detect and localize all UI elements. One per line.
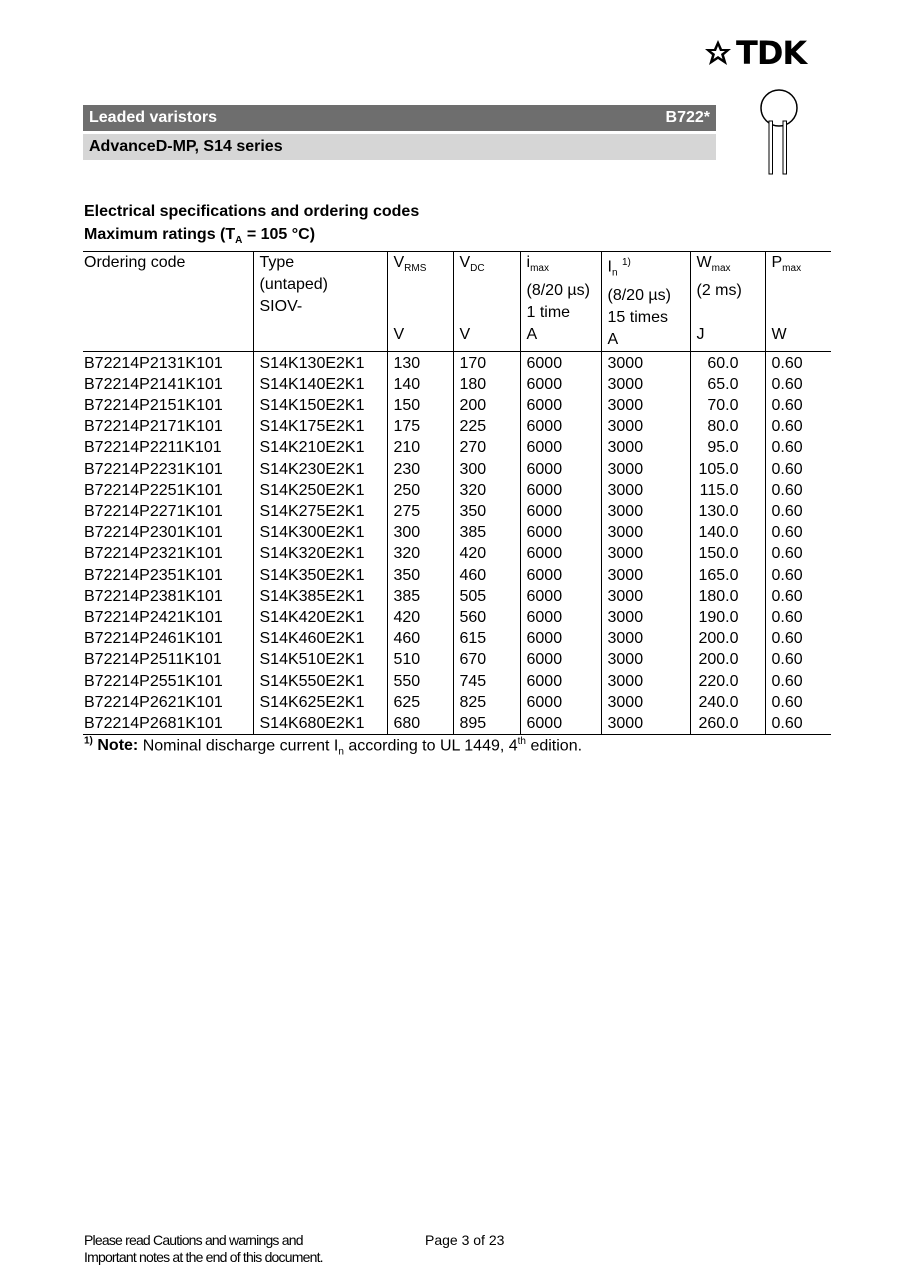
series-title: AdvanceD-MP, S14 series xyxy=(89,138,283,155)
table-row xyxy=(83,374,831,395)
table-cell: 165.0 xyxy=(690,565,765,586)
table-cell: B72214P2271K101 xyxy=(84,502,223,520)
table-cell: 0.60 xyxy=(765,649,831,670)
table-cell: 510 xyxy=(387,649,453,670)
table-cell: S14K300E2K1 xyxy=(253,522,387,543)
table-row xyxy=(83,395,831,416)
table-cell: 260.0 xyxy=(690,713,765,735)
table-cell: S14K460E2K1 xyxy=(253,628,387,649)
brand-name: TDK xyxy=(736,34,807,72)
table-cell: 150 xyxy=(387,395,453,416)
table-cell: 0.60 xyxy=(765,586,831,607)
table-row xyxy=(83,671,831,692)
table-cell: S14K680E2K1 xyxy=(253,713,387,735)
table-cell: 6000 xyxy=(520,543,601,564)
table-cell: S14K175E2K1 xyxy=(253,416,387,437)
table-cell: 460 xyxy=(453,565,520,586)
table-row xyxy=(83,543,831,564)
part-family: B722* xyxy=(665,109,710,126)
table-cell: 200.0 xyxy=(690,649,765,670)
table-cell: 0.60 xyxy=(765,692,831,713)
table-cell: 6000 xyxy=(520,607,601,628)
table-cell: B72214P2421K101 xyxy=(84,608,223,626)
table-cell: 0.60 xyxy=(765,501,831,522)
table-cell: 200 xyxy=(453,395,520,416)
table-cell: 3000 xyxy=(601,543,690,564)
table-cell: 95.0 xyxy=(690,437,765,458)
table-cell: 3000 xyxy=(601,692,690,713)
table-cell: 140.0 xyxy=(690,522,765,543)
table-cell: B72214P2251K101 xyxy=(84,481,223,499)
table-cell: 6000 xyxy=(520,565,601,586)
table-cell: 130.0 xyxy=(690,501,765,522)
table-cell: 3000 xyxy=(601,501,690,522)
table-cell: 6000 xyxy=(520,395,601,416)
table-cell: S14K250E2K1 xyxy=(253,480,387,501)
table-cell: S14K275E2K1 xyxy=(253,501,387,522)
table-cell: S14K625E2K1 xyxy=(253,692,387,713)
table-cell: S14K320E2K1 xyxy=(253,543,387,564)
table-cell: S14K550E2K1 xyxy=(253,671,387,692)
table-cell: 115.0 xyxy=(690,480,765,501)
table-cell: 105.0 xyxy=(690,459,765,480)
tdk-star-icon xyxy=(704,39,732,67)
table-cell: B72214P2511K101 xyxy=(84,651,222,669)
table-cell: 300 xyxy=(387,522,453,543)
table-cell: 0.60 xyxy=(765,628,831,649)
table-cell: 3000 xyxy=(601,649,690,670)
table-cell: 300 xyxy=(453,459,520,480)
section-title: Leaded varistors xyxy=(89,109,218,126)
table-cell: 0.60 xyxy=(765,437,831,458)
table-cell: 60.0 xyxy=(690,351,765,374)
table-cell: 420 xyxy=(453,543,520,564)
table-cell: 275 xyxy=(387,501,453,522)
table-cell: 220.0 xyxy=(690,671,765,692)
table-cell: 615 xyxy=(453,628,520,649)
table-cell: 625 xyxy=(387,692,453,713)
table-cell: 3000 xyxy=(601,351,690,374)
table-cell: B72214P2381K101 xyxy=(84,587,223,605)
table-cell: 0.60 xyxy=(765,459,831,480)
table-cell: 6000 xyxy=(520,351,601,374)
table-cell: 0.60 xyxy=(765,671,831,692)
column-header: Ordering code xyxy=(83,252,253,352)
table-cell: 6000 xyxy=(520,522,601,543)
table-cell: B72214P2551K101 xyxy=(84,672,223,690)
table-cell: 6000 xyxy=(520,692,601,713)
table-cell: 3000 xyxy=(601,480,690,501)
table-cell: 505 xyxy=(453,586,520,607)
table-row xyxy=(83,480,831,501)
table-cell: 6000 xyxy=(520,649,601,670)
table-cell: 3000 xyxy=(601,607,690,628)
table-cell: 225 xyxy=(453,416,520,437)
table-row xyxy=(83,522,831,543)
table-row xyxy=(83,586,831,607)
table-cell: 6000 xyxy=(520,671,601,692)
table-cell: 70.0 xyxy=(690,395,765,416)
table-cell: 3000 xyxy=(601,713,690,735)
table-cell: 460 xyxy=(387,628,453,649)
table-cell: 3000 xyxy=(601,416,690,437)
table-cell: 825 xyxy=(453,692,520,713)
table-cell: 3000 xyxy=(601,437,690,458)
table-cell: 6000 xyxy=(520,416,601,437)
table-cell: 3000 xyxy=(601,395,690,416)
heading-line-1: Electrical specifications and ordering codes xyxy=(84,203,420,220)
table-cell: 6000 xyxy=(520,459,601,480)
table-cell: 6000 xyxy=(520,586,601,607)
column-header: $W_{max}$ (2 ms) J xyxy=(690,252,765,352)
table-cell: B72214P2171K101 xyxy=(84,418,223,436)
footer-disclaimer: Please read Cautions and warnings and Important notes at the end of this document. xyxy=(84,1232,323,1265)
table-cell: 0.60 xyxy=(765,351,831,374)
table-cell: B72214P2211K101 xyxy=(84,439,222,457)
table-cell: 350 xyxy=(453,501,520,522)
table-cell: S14K350E2K1 xyxy=(253,565,387,586)
table-cell: 270 xyxy=(453,437,520,458)
tdk-logo xyxy=(704,36,806,70)
table-cell: 895 xyxy=(453,713,520,735)
table-cell: 6000 xyxy=(520,628,601,649)
table-cell: 420 xyxy=(387,607,453,628)
table-row xyxy=(83,565,831,586)
table-cell: 3000 xyxy=(601,459,690,480)
column-header: $P_{max}$ W xyxy=(765,252,831,352)
table-cell: 6000 xyxy=(520,713,601,735)
table-cell: 0.60 xyxy=(765,543,831,564)
table-cell: 250 xyxy=(387,480,453,501)
table-cell: 180.0 xyxy=(690,586,765,607)
table-cell: 210 xyxy=(387,437,453,458)
table-body xyxy=(83,351,831,735)
table-cell: 65.0 xyxy=(690,374,765,395)
table-cell: B72214P2231K101 xyxy=(84,460,223,478)
table-cell: 3000 xyxy=(601,522,690,543)
table-cell: B72214P2681K101 xyxy=(83,713,253,735)
page-number: Page 3 of 23 xyxy=(425,1232,505,1248)
table-cell: S14K420E2K1 xyxy=(253,607,387,628)
table-cell: 180 xyxy=(453,374,520,395)
table-cell: B72214P2351K101 xyxy=(84,566,223,584)
table-row xyxy=(83,501,831,522)
table-cell: 560 xyxy=(453,607,520,628)
table-cell: 320 xyxy=(453,480,520,501)
table-cell: 745 xyxy=(453,671,520,692)
table-header-row xyxy=(83,252,831,352)
table-cell: 200.0 xyxy=(690,628,765,649)
column-header: $V_{RMS}$ V xyxy=(387,252,453,352)
table-cell: 680 xyxy=(387,713,453,735)
ratings-table xyxy=(83,251,831,735)
table-cell: 550 xyxy=(387,671,453,692)
table-cell: 350 xyxy=(387,565,453,586)
table-cell: 240.0 xyxy=(690,692,765,713)
heading-line-2: Maximum ratings ($T_A = 105$ °C) xyxy=(84,226,316,247)
table-cell: S14K385E2K1 xyxy=(253,586,387,607)
table-cell: 3000 xyxy=(601,628,690,649)
table-cell: 3000 xyxy=(601,586,690,607)
table-row xyxy=(83,437,831,458)
table-cell: 0.60 xyxy=(765,713,831,735)
table-cell: S14K150E2K1 xyxy=(253,395,387,416)
column-header: $i_{max}$ (8/20 µs) 1 time A xyxy=(520,252,601,352)
table-cell: 385 xyxy=(453,522,520,543)
table-cell: S14K130E2K1 xyxy=(253,351,387,374)
table-cell: 6000 xyxy=(520,437,601,458)
table-cell: 140 xyxy=(387,374,453,395)
table-cell: B72214P2131K101 xyxy=(84,354,223,372)
table-cell: B72214P2621K101 xyxy=(84,693,223,711)
table-cell: 6000 xyxy=(520,501,601,522)
table-cell: B72214P2461K101 xyxy=(84,630,223,648)
table-cell: B72214P2141K101 xyxy=(84,375,223,393)
table-cell: 175 xyxy=(387,416,453,437)
column-header: $I_n$ $^{1)}$ (8/20 µs) 15 times A xyxy=(601,252,690,352)
table-cell: 190.0 xyxy=(690,607,765,628)
table-row xyxy=(83,649,831,670)
table-cell: 320 xyxy=(387,543,453,564)
table-cell: 3000 xyxy=(601,671,690,692)
table-cell: 0.60 xyxy=(765,374,831,395)
table-cell: 170 xyxy=(453,351,520,374)
table-cell: 230 xyxy=(387,459,453,480)
section-title-bar xyxy=(83,105,716,131)
table-cell: 670 xyxy=(453,649,520,670)
footnote: $^{1)}$ Note: Nominal discharge current $I_n$ according to UL 1449, 4th edition. xyxy=(84,736,583,758)
table-row xyxy=(83,692,831,713)
table-cell: 0.60 xyxy=(765,480,831,501)
table-cell: 3000 xyxy=(601,565,690,586)
table-cell: 80.0 xyxy=(690,416,765,437)
table-cell: 385 xyxy=(387,586,453,607)
table-cell: 130 xyxy=(387,351,453,374)
table-cell: B72214P2151K101 xyxy=(84,396,223,414)
table-row xyxy=(83,459,831,480)
varistor-icon xyxy=(758,88,802,178)
column-header: $V_{DC}$ V xyxy=(453,252,520,352)
table-cell: 6000 xyxy=(520,480,601,501)
table-row xyxy=(83,416,831,437)
table-cell: 0.60 xyxy=(765,607,831,628)
table-cell: B72214P2301K101 xyxy=(84,524,223,542)
table-cell: S14K140E2K1 xyxy=(253,374,387,395)
table-cell: 3000 xyxy=(601,374,690,395)
table-row xyxy=(83,351,831,374)
table-cell: 0.60 xyxy=(765,395,831,416)
series-bar xyxy=(83,134,716,160)
column-header: Type (untaped) SIOV- xyxy=(253,252,387,352)
section-heading xyxy=(84,200,419,252)
table-cell: S14K210E2K1 xyxy=(253,437,387,458)
table-cell: S14K510E2K1 xyxy=(253,649,387,670)
table-row xyxy=(83,628,831,649)
table-row xyxy=(83,607,831,628)
table-cell: 150.0 xyxy=(690,543,765,564)
table-cell: 6000 xyxy=(520,374,601,395)
table-cell: B72214P2321K101 xyxy=(84,545,223,563)
table-cell: 0.60 xyxy=(765,416,831,437)
table-cell: 0.60 xyxy=(765,565,831,586)
table-cell: S14K230E2K1 xyxy=(253,459,387,480)
table-cell: 0.60 xyxy=(765,522,831,543)
